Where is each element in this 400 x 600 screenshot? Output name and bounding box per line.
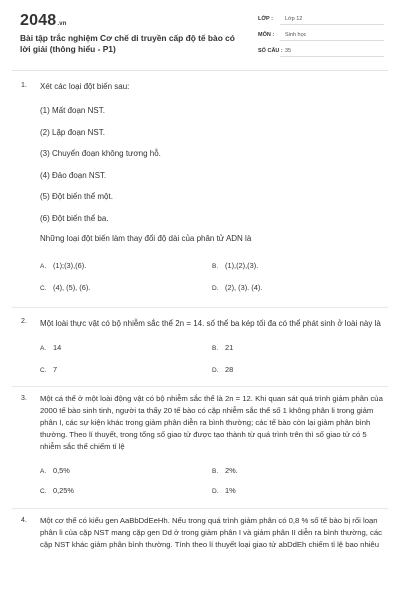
option-letter: C. — [40, 366, 47, 374]
option-text: 28 — [225, 364, 234, 374]
option-text: (2), (3). (4). — [225, 282, 263, 292]
option-text: (4), (5), (6). — [53, 282, 91, 292]
option-text: 1% — [225, 485, 236, 495]
count-label: SỐ CÂU : — [258, 48, 283, 54]
question-list — [0, 80, 400, 551]
logo-main: 2048 — [20, 12, 57, 29]
question-stem: Một loài thực vật có bộ nhiễm sắc thể 2n = 14. số thể ba kép tối đa có thể phát sinh ở loài này là — [40, 318, 381, 328]
option-c[interactable] — [40, 283, 90, 292]
question-stem: Một cá thể ở một loài động vật có bộ nhiễm sắc thể là 2n = 12. Khi quan sát quá trình giảm phân của 2000 tế bào sinh tinh, người ta thấy 20 tế bào có cặp nhiễm sắc thể số 1 không phân li trong giảm phân I, các sự kiện khác trong giảm phân diễn ra bình thường; các tế bào còn lại giảm phân bình thường. Theo lí thuyết, trong tổng số giao tử được tạo thành từ quá trình trên thì số giao tử có 5 nhiễm sắc thể chiếm tỉ lệ — [40, 393, 383, 452]
document-title: Bài tập trắc nghiệm Cơ chế di truyền cấp độ tế bào có lời giải (thông hiểu - P1) — [20, 33, 235, 54]
meta-underline — [280, 40, 384, 41]
option-text: 0,25% — [53, 485, 74, 495]
question-1 — [0, 80, 400, 295]
question-4 — [0, 509, 400, 552]
subject-label: MÔN : — [258, 32, 275, 38]
meta-underline — [280, 56, 384, 57]
list-item: (3) Chuyển đoạn không tương hỗ. — [40, 149, 161, 158]
question-number: 2. — [21, 317, 27, 325]
option-b[interactable] — [212, 261, 258, 270]
meta-class-row — [258, 16, 384, 32]
answer-options — [40, 332, 386, 378]
class-value: Lớp 12 — [285, 16, 303, 22]
option-letter: A. — [40, 262, 47, 270]
option-b[interactable] — [212, 466, 238, 475]
option-d[interactable] — [212, 486, 236, 495]
list-item: (4) Đảo đoạn NST. — [40, 170, 107, 180]
question-3 — [0, 387, 400, 496]
option-d[interactable] — [212, 365, 233, 374]
option-letter: B. — [212, 262, 219, 270]
header — [0, 0, 400, 70]
option-text: 7 — [53, 364, 58, 374]
question-number: 3. — [21, 394, 27, 402]
header-divider — [12, 70, 388, 71]
option-a[interactable] — [40, 466, 70, 475]
option-text: (1);(3),(6). — [53, 260, 87, 270]
option-letter: B. — [212, 344, 219, 352]
question-stem: Những loại đột biến làm thay đổi độ dài của phân tử ADN là — [40, 234, 252, 243]
option-letter: B. — [212, 467, 219, 475]
answer-options — [40, 247, 386, 295]
option-d[interactable] — [212, 283, 262, 292]
document-meta — [258, 16, 384, 64]
list-item: (2) Lặp đoạn NST. — [40, 127, 105, 137]
meta-subject-row — [258, 32, 384, 48]
list-item: (5) Đột biến thể một. — [40, 192, 113, 201]
site-logo[interactable] — [20, 12, 67, 30]
option-text: 0,5% — [53, 465, 70, 475]
question-number: 4. — [21, 516, 27, 524]
option-letter: D. — [212, 284, 219, 292]
list-item: (1) Mất đoạn NST. — [40, 106, 105, 115]
option-a[interactable] — [40, 261, 86, 270]
option-letter: D. — [212, 487, 219, 495]
option-letter: D. — [212, 366, 219, 374]
meta-count-row — [258, 48, 384, 64]
option-letter: C. — [40, 284, 47, 292]
option-letter: C. — [40, 487, 47, 495]
option-a[interactable] — [40, 343, 61, 352]
subject-value: Sinh học — [285, 32, 307, 38]
option-letter: A. — [40, 467, 47, 475]
option-b[interactable] — [212, 343, 233, 352]
count-value: 35 — [285, 48, 292, 54]
meta-underline — [280, 24, 384, 25]
option-text: 2%. — [225, 465, 238, 475]
option-c[interactable] — [40, 365, 57, 374]
item-list — [40, 100, 386, 229]
list-item: (6) Đột biến thể ba. — [40, 213, 109, 223]
class-label: LỚP : — [258, 16, 273, 22]
answer-options — [40, 454, 386, 496]
question-number: 1. — [21, 82, 27, 89]
option-text: (1),(2),(3). — [225, 260, 259, 270]
question-intro: Xét các loại đột biến sau: — [40, 82, 130, 91]
logo-suffix: .vn — [57, 21, 67, 27]
option-letter: A. — [40, 344, 47, 352]
question-2 — [0, 308, 400, 378]
option-text: 21 — [225, 342, 234, 352]
option-text: 14 — [53, 342, 62, 352]
option-c[interactable] — [40, 486, 74, 495]
question-stem: Một cơ thể có kiểu gen AaBbDdEeHh. Nếu trong quá trình giảm phân có 0,8 % số tế bào bị rối loạn phân li của cặp NST mang cặp gen Dd ở trong giảm phân I và giảm phân II diễn ra bình thường, các cặp NST khác giảm phân bình thường. Tính theo lí thuyết loại giao tử abDdEh chiếm tỉ lệ bao nhiêu — [40, 515, 383, 549]
